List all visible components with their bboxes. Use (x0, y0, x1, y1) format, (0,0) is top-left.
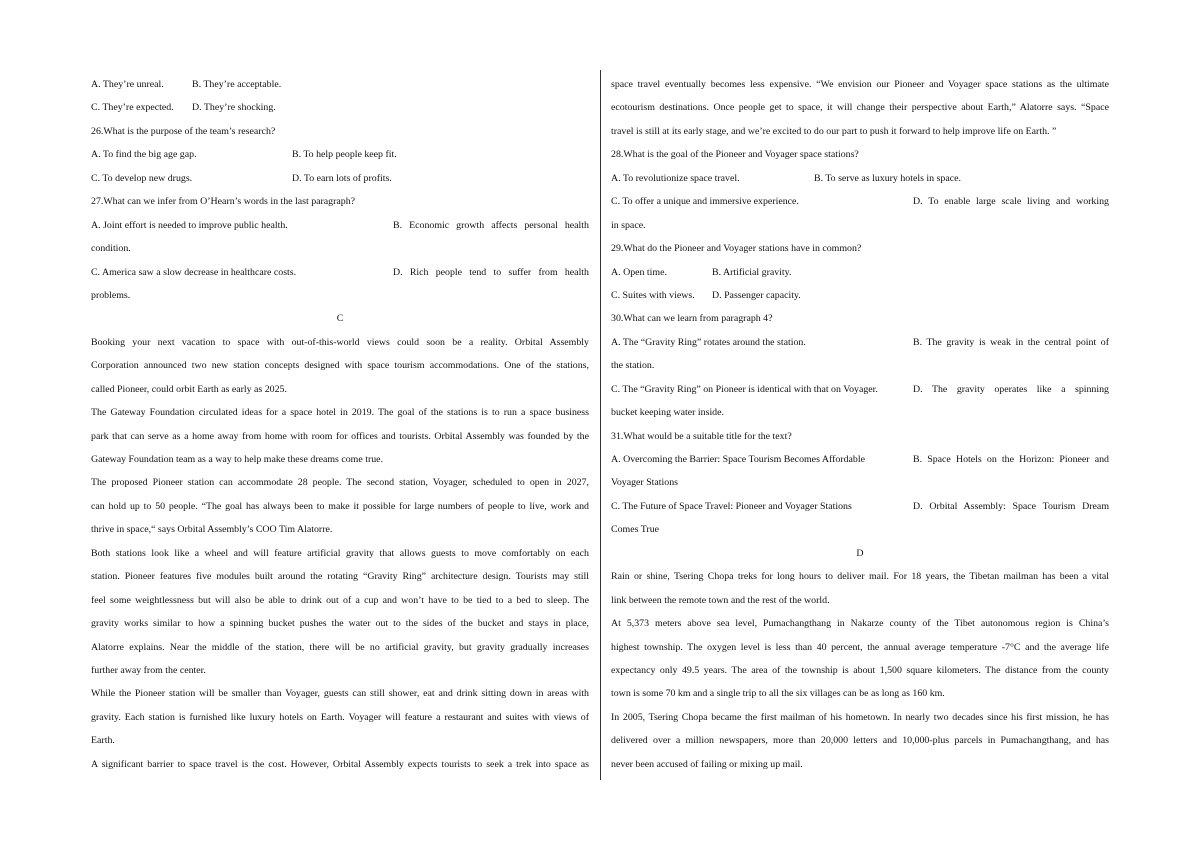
passage-line: delivered over a million newspapers, more than 20,000 letters and 10,000-plus parcels in Pumachangthang, and has (611, 735, 1109, 747)
passage-line: further away from the center. (91, 664, 206, 676)
passage-line: station. Pioneer features five modules built around the rotating “Gravity Ring” architecture design. Tourists may still (91, 571, 589, 583)
q31-option-a: A. Overcoming the Barrier: Space Tourism Becomes Affordable (611, 454, 865, 465)
passage-line: expectancy only 49.5 years. The area of the township is about 1,500 square kilometers. The distance from the county (611, 664, 1109, 676)
passage-c (91, 331, 589, 776)
q27-option-d-continued: problems. (91, 289, 131, 301)
column-divider (600, 70, 601, 780)
right-column (611, 73, 1109, 776)
q26-stem: 26.What is the purpose of the team’s research? (91, 125, 276, 137)
q29-option-c: C. Suites with views. (611, 289, 695, 301)
q25-option-d: D. They’re shocking. (192, 102, 276, 114)
left-column (91, 73, 589, 776)
passage-line: Earth. (91, 735, 115, 747)
passage-line: can hold up to 50 people. “The goal has always been to make it possible for large numbers of people to live, work and (91, 500, 589, 512)
q27-option-c: C. America saw a slow decrease in healthcare costs. (91, 266, 297, 278)
section-c-heading: C (336, 313, 344, 325)
q28-options-row-2 (611, 190, 1109, 213)
passage-line: The Gateway Foundation circulated ideas for a space hotel in 2019. The goal of the stations is to run a space business (91, 407, 589, 419)
q31-stem: 31.What would be a suitable title for the text? (611, 430, 792, 442)
passage-line: thrive in space,“ says Orbital Assembly’s COO Tim Alatorre. (91, 524, 333, 536)
q27-option-b-continued: condition. (91, 243, 131, 255)
q29-option-d: D. Passenger capacity. (712, 289, 801, 301)
q30-option-d: D. The gravity operates like a spinning (913, 383, 1109, 395)
passage-line: Booking your next vacation to space with out-of-this-world views could soon be a reality. Orbital Assembly (91, 336, 589, 348)
passage-line: feel some weightlessness but will also be able to drink out of a cup and won’t have to be tied to a bed to sleep. The (91, 594, 589, 606)
passage-line: highest township. The oxygen level is less than 40 percent, the annual average temperature -7°C and the average life (611, 641, 1109, 653)
q28-option-d-continued: in space. (611, 219, 646, 231)
q26-options-row-1 (91, 143, 589, 166)
q29-options-row-1 (611, 261, 1109, 284)
q31-option-d: D. Orbital Assembly: Space Tourism Dream (913, 500, 1109, 512)
q31-option-b: B. Space Hotels on the Horizon: Pioneer and (913, 454, 1109, 465)
q27-option-b: B. Economic growth affects personal health (393, 219, 589, 231)
q30-options-row-2 (611, 378, 1109, 401)
passage-line: link between the remote town and the rest of the world. (611, 594, 830, 606)
passage-line: never been accused of failing or mixing up mail. (611, 758, 803, 770)
q31-options-row-1 (611, 448, 1109, 471)
passage-line: travel is still at its early stage, and we’re excited to do our part to push it forward to help improve life on Earth. ” (611, 125, 1057, 137)
q29-stem: 29.What do the Pioneer and Voyager stations have in common? (611, 243, 862, 255)
q25-options-row-1 (91, 73, 589, 96)
passage-line: ecotourism destinations. Once people get to space, it will change their perspective about Earth,” Alatorre says. “Space (611, 102, 1109, 114)
q27-stem: 27.What can we infer from O’Hearn’s words in the last paragraph? (91, 196, 356, 208)
q26-option-a: A. To find the big age gap. (91, 149, 197, 161)
q31-option-d-continued: Comes True (611, 524, 660, 536)
passage-line: Gateway Foundation team as a way to help make these dreams come true. (91, 454, 384, 465)
q26-option-c: C. To develop new drugs. (91, 172, 193, 184)
q26-options-row-2 (91, 167, 589, 190)
passage-line: At 5,373 meters above sea level, Pumachangthang in Nakarze county of the Tibet autonomous region is China’s (611, 618, 1109, 630)
section-d-heading: D (856, 547, 864, 559)
q25-option-b: B. They’re acceptable. (192, 79, 282, 90)
q28-options-row-1 (611, 167, 1109, 190)
q28-stem: 28.What is the goal of the Pioneer and Voyager space stations? (611, 149, 859, 161)
q27-option-d: D. Rich people tend to suffer from health (393, 266, 589, 278)
q26-option-b: B. To help people keep fit. (292, 149, 397, 161)
passage-line: A significant barrier to space travel is the cost. However, Orbital Assembly expects tourists to seek a trek into space as (91, 758, 589, 770)
q27-options-row-1 (91, 214, 589, 237)
q25-option-a: A. They’re unreal. (91, 79, 164, 90)
q27-options-row-2 (91, 261, 589, 284)
passage-line: town is some 70 km and a single trip to all the six villages can be as long as 160 km. (611, 688, 945, 700)
q25-option-c: C. They’re expected. (91, 102, 174, 114)
passage-line: Both stations look like a wheel and will feature artificial gravity that allows guests to move comfortably on each (91, 547, 589, 559)
q30-option-a: A. The “Gravity Ring” rotates around the station. (611, 336, 806, 348)
q30-options-row-1 (611, 331, 1109, 354)
passage-line: The proposed Pioneer station can accommodate 28 people. The second station, Voyager, scheduled to open in 2027, (91, 477, 589, 489)
q28-option-d: D. To enable large scale living and working (913, 196, 1109, 208)
q30-option-b-continued: the station. (611, 360, 655, 372)
q31-option-c: C. The Future of Space Travel: Pioneer and Voyager Stations (611, 500, 852, 512)
q30-option-c: C. The “Gravity Ring” on Pioneer is identical with that on Voyager. (611, 383, 878, 395)
q26-option-d: D. To earn lots of profits. (292, 172, 392, 184)
q31-options-row-2 (611, 495, 1109, 518)
passage-line: park that can serve as a home away from home with room for offices and tourists. Orbital Assembly was founded by the (91, 430, 589, 442)
passage-line: Rain or shine, Tsering Chopa treks for long hours to deliver mail. For 18 years, the Tibetan mailman has been a vital (611, 571, 1109, 583)
q28-option-b: B. To serve as luxury hotels in space. (814, 172, 961, 184)
passage-line: Alatorre explains. Near the middle of the station, there will be no artificial gravity, but gravity gradually increases (91, 641, 589, 653)
q28-option-a: A. To revolutionize space travel. (611, 172, 740, 184)
passage-line: In 2005, Tsering Chopa became the first mailman of his hometown. In nearly two decades since his first mission, he has (611, 711, 1109, 723)
passage-d (611, 565, 1109, 776)
passage-line: called Pioneer, could orbit Earth as early as 2025. (91, 383, 287, 395)
passage-line: gravity works similar to how a spinning bucket pushes the water out to the sides of the bucket and stays in place, (91, 618, 589, 630)
passage-line: Corporation announced two new station concepts designed with space tourism accommodations. One of the stations, (91, 360, 589, 372)
q29-option-a: A. Open time. (611, 266, 667, 278)
q25-options-row-2 (91, 96, 589, 119)
q28-option-c: C. To offer a unique and immersive experience. (611, 196, 799, 208)
q30-option-d-continued: bucket keeping water inside. (611, 407, 724, 419)
q31-option-b-continued: Voyager Stations (611, 477, 679, 489)
q29-options-row-2 (611, 284, 1109, 307)
q30-stem: 30.What can we learn from paragraph 4? (611, 313, 773, 325)
passage-line: gravity. Each station is furnished like luxury hotels on Earth. Voyager will feature a restaurant and suites with views of (91, 711, 589, 723)
passage-line: space travel eventually becomes less expensive. “We envision our Pioneer and Voyager space stations as the ultimate (611, 79, 1109, 90)
q27-option-a: A. Joint effort is needed to improve public health. (91, 219, 288, 231)
passage-line: While the Pioneer station will be smaller than Voyager, guests can still shower, eat and drink sitting down in areas with (91, 688, 589, 700)
q29-option-b: B. Artificial gravity. (712, 266, 792, 278)
q30-option-b: B. The gravity is weak in the central point of (913, 336, 1109, 348)
